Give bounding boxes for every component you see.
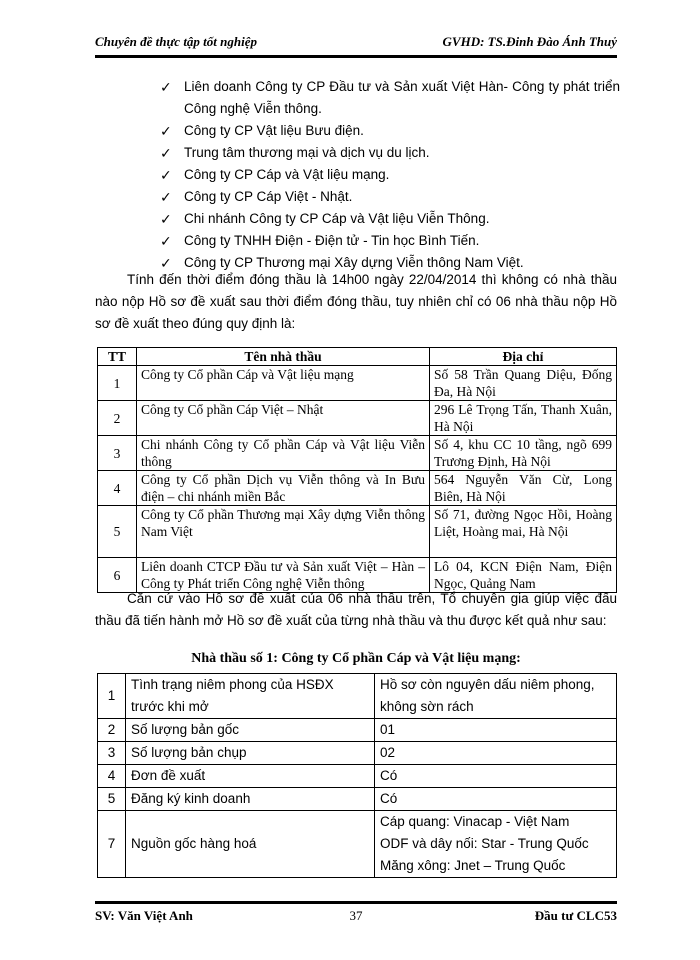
col-tt: TT: [98, 348, 137, 366]
table-row: 4 Đơn đề xuất Có: [98, 765, 617, 788]
check-icon: ✓: [160, 145, 172, 161]
table-row: 2 Số lượng bản gốc 01: [98, 719, 617, 742]
table-row: 5 Công ty Cổ phần Thương mại Xây dựng Viễn thông Nam Việt Số 71, đường Ngọc Hồi, Hoàng Liệt, Hoàng mai, Hà Nội: [98, 506, 617, 558]
table-row: 1 Tình trạng niêm phong của HSĐX trước khi mở Hồ sơ còn nguyên dấu niêm phong, không sờn rách: [98, 674, 617, 719]
header-rule: [95, 55, 617, 58]
results-paragraph: Căn cứ vào Hồ sơ đề xuất của 06 nhà thầu trên, Tổ chuyên gia giúp việc đấu thầu đã tiến hành mở Hồ sơ đề xuất của từng nhà thầu và thu được kết quả như sau:: [95, 591, 617, 628]
table-row: 7 Nguồn gốc hàng hoá Cáp quang: Vinacap - Việt Nam ODF và dây nối: Star - Trung Quốc Măng xông: Jnet – Trung Quốc: [98, 811, 617, 878]
bidders-table: [97, 347, 617, 593]
footer-rule: [95, 901, 617, 904]
table-row: 3 Chi nhánh Công ty Cổ phần Cáp và Vật liệu Viễn thông Số 4, khu CC 10 tầng, ngõ 699 Trương Định, Hà Nội: [98, 436, 617, 471]
bidder1-title: Nhà thầu số 1: Công ty Cổ phần Cáp và Vật liệu mạng:: [191, 651, 521, 666]
check-icon: ✓: [160, 167, 172, 183]
col-address: Địa chỉ: [430, 348, 617, 366]
table-row: 3 Số lượng bản chụp 02: [98, 742, 617, 765]
list-item: ✓ Công ty TNHH Điện - Điện tử - Tin học Bình Tiến.: [160, 230, 620, 252]
check-icon: ✓: [160, 79, 172, 95]
table-row: 1 Công ty Cổ phần Cáp và Vật liệu mạng Số 58 Trần Quang Diệu, Đống Đa, Hà Nội: [98, 366, 617, 401]
table-header-row: [98, 348, 617, 366]
check-icon: ✓: [160, 233, 172, 249]
origin-cell: Cáp quang: Vinacap - Việt Nam ODF và dây nối: Star - Trung Quốc Măng xông: Jnet – Trung Quốc: [375, 811, 617, 878]
col-name: Tên nhà thầu: [137, 348, 430, 366]
list-item: ✓ Công ty CP Vật liệu Bưu điện.: [160, 120, 620, 142]
page-header: [95, 34, 617, 50]
check-icon: ✓: [160, 211, 172, 227]
list-item: ✓ Công ty CP Cáp và Vật liệu mạng.: [160, 164, 620, 186]
header-left: Chuyên đề thực tập tốt nghiệp: [95, 34, 257, 49]
list-item: ✓ Công ty CP Thương mại Xây dựng Viễn thông Nam Việt.: [160, 252, 620, 274]
bidder-checklist: [160, 76, 620, 274]
table-row: 2 Công ty Cổ phần Cáp Việt – Nhật 296 Lê Trọng Tấn, Thanh Xuân, Hà Nội: [98, 401, 617, 436]
footer-right: Đầu tư CLC53: [534, 908, 617, 923]
header-right: GVHD: TS.Đinh Đào Ánh Thuỷ: [442, 34, 617, 49]
check-icon: ✓: [160, 255, 172, 271]
check-icon: ✓: [160, 123, 172, 139]
list-item: ✓ Công ty CP Cáp Việt - Nhật.: [160, 186, 620, 208]
list-item: ✓ Liên doanh Công ty CP Đầu tư và Sản xuất Việt Hàn- Công ty phát triển Công nghệ Viễn thông.: [160, 76, 620, 120]
bidder1-table: [97, 673, 617, 878]
table-row: 5 Đăng ký kinh doanh Có: [98, 788, 617, 811]
footer-left: SV: Văn Việt Anh: [95, 908, 193, 923]
table-row: 6 Liên doanh CTCP Đầu tư và Sản xuất Việt – Hàn – Công ty Phát triển Công nghệ Viễn thông Lô 04, KCN Điện Nam, Điện Ngọc, Quảng Nam: [98, 558, 617, 593]
list-item: ✓ Chi nhánh Công ty CP Cáp và Vật liệu Viễn Thông.: [160, 208, 620, 230]
list-item: ✓ Trung tâm thương mại và dịch vụ du lịch.: [160, 142, 620, 164]
table-row: 4 Công ty Cổ phần Dịch vụ Viễn thông và In Bưu điện – chi nhánh miền Bắc 564 Nguyễn Văn Cừ, Long Biên, Hà Nội: [98, 471, 617, 506]
intro-paragraph: Tính đến thời điểm đóng thầu là 14h00 ngày 22/04/2014 thì không có nhà thầu nào nộp Hồ sơ đề xuất sau thời điểm đóng thầu, tuy nhiên chỉ có 06 nhà thầu nộp Hồ sơ đề xuất theo đúng quy định là:: [95, 272, 617, 331]
check-icon: ✓: [160, 189, 172, 205]
page-number: 37: [349, 908, 363, 923]
